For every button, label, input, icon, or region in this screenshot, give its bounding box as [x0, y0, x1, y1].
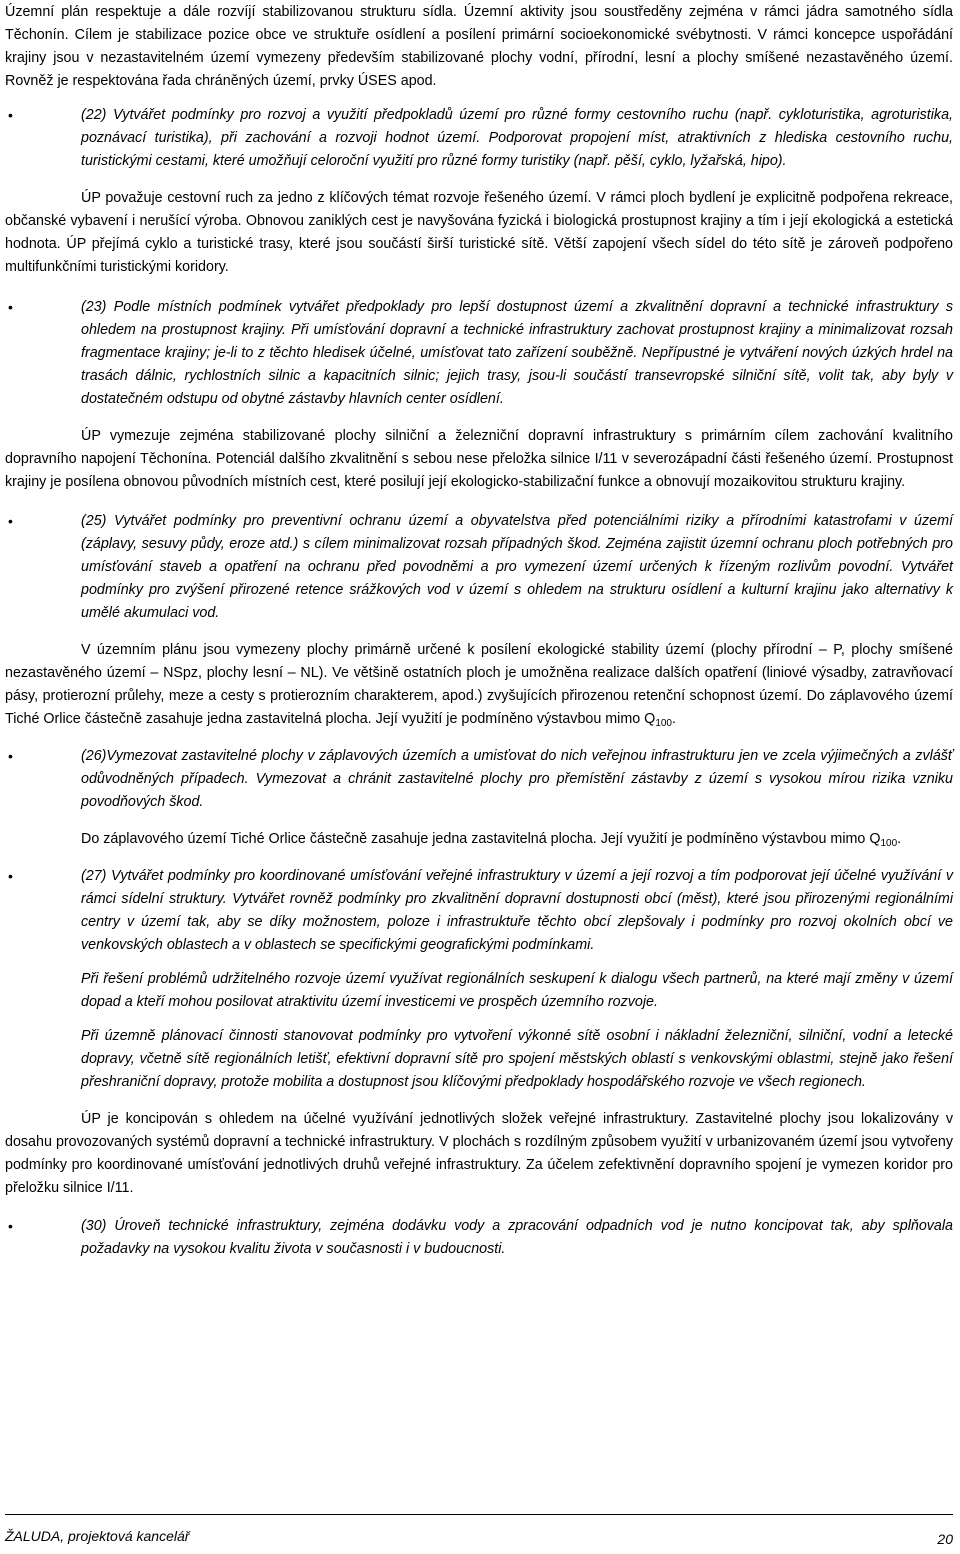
paragraph-26-text: Do záplavového území Tiché Orlice částečně zasahuje jedna zastavitelná plocha. Její využití je podmíněno výstavbou mimo Q [81, 831, 881, 847]
bullet-27-text: (27) Vytvářet podmínky pro koordinované umísťování veřejné infrastruktury v území a její rozvoj a tím podporovat její účelné využívání v rámci sídelní struktury. Vytvářet rovněž podmínky pro zkvalitnění dopravní dostupnosti obcí (měst), které jsou přirozenými regionálními centry v území tak, aby se díky možnostem, poloze i infrastruktuře těchto obcí zlepšovaly i podmínky pro rozvoj okolních obcí ve venkovských oblastech a v oblastech se specifickými geografickými podmínkami. [81, 868, 953, 953]
bullet-icon: • [8, 107, 13, 123]
bullet-icon: • [8, 868, 13, 884]
bullet-27-paragraph-3: Při územně plánovací činnosti stanovovat podmínky pro vytvoření výkonné sítě osobní i nákladní železniční, silniční, vodní a letecké dopravy, včetně sítě regionálních letišť, efektivní dopravní sítě pro spojení městských oblastí s venkovskými oblastmi, stejně jako řešení přeshraniční dopravy, protože mobilita a dostupnost jsou klíčovými předpoklady hospodářského rozvoje ve všech regionech. [81, 1028, 953, 1090]
bullet-icon: • [8, 748, 13, 764]
bullet-30 [5, 1215, 953, 1261]
bullet-27 [5, 865, 953, 957]
paragraph-27: ÚP je koncipován s ohledem na účelné využívání jednotlivých složek veřejné infrastruktury. Zastavitelné plochy jsou lokalizovány v dosahu provozovaných systémů dopravní a technické infrastruktury. V plochách s rozdílným způsobem využití v urbanizovaném území jsou vytvořeny podmínky pro koordinované umísťování jednotlivých druhů veřejné infrastruktury. Za účelem zefektivnění dopravního spojení je vymezen koridor pro přeložku silnice I/11. [5, 1111, 953, 1196]
bullet-25 [5, 510, 953, 625]
bullet-icon: • [8, 299, 13, 315]
bullet-23-text: (23) Podle místních podmínek vytvářet předpoklady pro lepší dostupnost území a zkvalitnění dopravní a technické infrastruktury s ohledem na prostupnost krajiny. Při umísťování dopravní a technické infrastruktury zachovat prostupnost krajiny a minimalizovat rozsah fragmentace krajiny; je-li to z těchto hledisek účelné, umísťovat tato zařízení souběžně. Nepřípustné je vytváření nových úzkých hrdel na trasách dálnic, rychlostních silnic a kapacitních silnic; jejich trasy, jsou-li součástí transevropské silniční sítě, volit tak, aby byly v dostatečném odstupu od obytné zástavby hlavních center osídlení. [81, 299, 953, 407]
bullet-23 [5, 296, 953, 411]
footer-company: ŽALUDA, projektová kancelář [5, 1528, 190, 1544]
bullet-30-text: (30) Úroveň technické infrastruktury, zejména dodávku vody a zpracování odpadních vod je nutno koncipovat tak, aby splňovala požadavky na vysokou kvalitu života v současnosti i v budoucnosti. [81, 1218, 953, 1257]
page-footer [5, 1514, 953, 1545]
bullet-26 [5, 745, 953, 814]
paragraph-22: ÚP považuje cestovní ruch za jedno z klíčových témat rozvoje řešeného území. V rámci ploch bydlení je explicitně podpořena rekreace, občanské vybavení i nerušící výroba. Obnovou zaniklých cest je navyšována fyzická i biologická prostupnost krajiny a tím i její ekologická a estetická hodnota. ÚP přejímá cyklo a turistické trasy, které jsou součástí širší turistické sítě. Větší zapojení všech sídel do této sítě je zároveň podpořeno multifunkčními turistickými koridory. [5, 190, 953, 275]
paragraph-26-end: . [897, 831, 902, 847]
paragraph-intro: Územní plán respektuje a dále rozvíjí stabilizovanou strukturu sídla. Územní aktivity jsou soustředěny zejména v rámci jádra samotného sídla Těchonín. Cílem je stabilizace pozice obce ve struktuře osídlení a posílení primární socioekonomické svébytnosti. V rámci koncepce uspořádání krajiny jsou v nezastavitelném území vymezeny především stabilizované plochy vodní, přírodní, lesní a plochy smíšené nezastavěného území. Rovněž je respektována řada chráněných území, prvky ÚSES apod. [5, 4, 953, 89]
paragraph-25-end: . [672, 711, 676, 727]
q100-subscript: 100 [880, 838, 898, 849]
bullet-26-text: (26)Vymezovat zastavitelné plochy v záplavových územích a umisťovat do nich veřejnou infrastrukturu jen ve zcela výjimečných a zvlášť odůvodněných případech. Vymezovat a chránit zastavitelné plochy pro přemístění zástavby z území s vysokou mírou rizika vzniku povodňových škod. [81, 748, 953, 810]
bullet-22 [5, 104, 953, 173]
document-page [5, 0, 953, 1261]
paragraph-25-text: V územním plánu jsou vymezeny plochy primárně určené k posílení ekologické stability území (plochy přírodní – P, plochy smíšené nezastavěného území – NSpz, plochy lesní – NL). Ve většině ostatních ploch je umožněna realizace dalších opatření (liniové výsadby, zatravňovací pásy, protierozní průlehy, meze a cesty s protierozním charakterem, apod.) zvyšujících přirozenou retenční schopnost území. Do záplavového území Tiché Orlice částečně zasahuje jedna zastavitelná plocha. Její využití je podmíněno výstavbou mimo Q [5, 642, 953, 727]
bullet-22-text: (22) Vytvářet podmínky pro rozvoj a využití předpokladů území pro různé formy cestovního ruchu (např. cykloturistika, agroturistika, poznávací turistika), při zachování a rozvoji hodnot území. Podporovat propojení míst, atraktivních z hlediska cestovního ruchu, turistickými cestami, které umožňují celoroční využití pro různé formy turistiky (např. pěší, cyklo, lyžařská, hipo). [81, 107, 953, 169]
bullet-icon: • [8, 1218, 13, 1234]
q100-subscript: 100 [655, 718, 672, 729]
paragraph-25 [5, 639, 953, 731]
bullet-icon: • [8, 513, 13, 529]
bullet-25-text: (25) Vytvářet podmínky pro preventivní ochranu území a obyvatelstva před potenciálními riziky a přírodními katastrofami v území (záplavy, sesuvy půdy, eroze atd.) s cílem minimalizovat rozsah případných škod. Zejména zajistit územní ochranu ploch potřebných pro umísťování staveb a opatření na ochranu před povodněmi a pro vymezení území určených k řízeným rozlivům povodní. Vytvářet podmínky pro zvýšení přirozené retence srážkových vod v území s ohledem na strukturu osídlení a kulturní krajinu jako alternativy k umělé akumulaci vod. [81, 513, 953, 621]
bullet-27-paragraph-2: Při řešení problémů udržitelného rozvoje území využívat regionálních seskupení k dialogu všech partnerů, na které mají změny v území dopad a kteří mohou posilovat atraktivitu území investicemi ve prospěch územního rozvoje. [81, 971, 953, 1010]
page-number: 20 [937, 1531, 953, 1547]
paragraph-23: ÚP vymezuje zejména stabilizované plochy silniční a železniční dopravní infrastruktury s primárním cílem zachování kvalitního dopravního napojení Těchonína. Potenciál dalšího zkvalitnění s sebou nese přeložka silnice I/11 v severozápadní části řešeného území. Prostupnost krajiny je posílena obnovou původních místních cest, které posilují její ekologicko-stabilizační funkce a obnovují mozaikovitou strukturu krajiny. [5, 428, 953, 490]
paragraph-26 [5, 828, 953, 851]
